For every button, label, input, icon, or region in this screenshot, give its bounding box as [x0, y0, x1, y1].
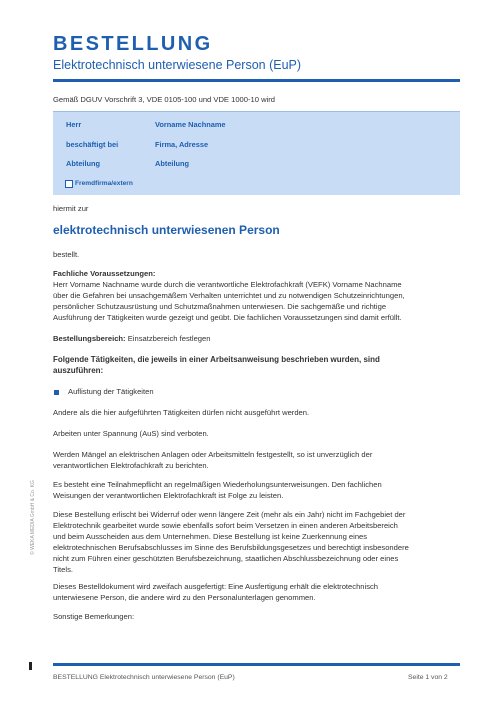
footer-rule: [53, 663, 460, 666]
paragraph-line: Weisungen der verantwortlichen Elektrofachkraft ist Folge zu leisten.: [53, 491, 284, 500]
header-rule: [53, 79, 460, 82]
document-subtitle: Elektrotechnisch unterwiesene Person (EuP): [53, 58, 302, 72]
taetigkeiten-heading: Folgende Tätigkeiten, die jeweils in einer Arbeitsanweisung beschrieben wurden, sind: [53, 355, 380, 364]
paragraph-line: elektrotechnischen Berufsabschlusses im Sinne des Berufsbildungsgesetzes und berechtigt insbesondere: [53, 543, 409, 552]
label-department: Abteilung: [66, 159, 101, 168]
fachliche-line: persönlicher Schutzausrüstung und Schutzmaßnahmen unterwiesen. Die sachgemäße und richtige: [53, 302, 387, 311]
paragraph-line: Elektrotechnik gearbeitet wurde sowie ebenfalls sofort beim Versetzen in einen anderen Arbeitsbereich: [53, 521, 398, 530]
paragraph-line: Titels.: [53, 565, 73, 574]
label-herr: Herr: [66, 120, 82, 129]
footer-title: BESTELLUNG Elektrotechnisch unterwiesene Person (EuP): [53, 674, 235, 681]
fachliche-line: Ausführung der Tätigkeiten wurde gezeigt und geübt. Die fachlichen Voraussetzungen sind damit erfüllt.: [53, 313, 402, 322]
paragraph: Andere als die hier aufgeführten Tätigkeiten dürfen nicht ausgeführt werden.: [53, 408, 310, 417]
bestellungsbereich-label: Bestellungsbereich:: [53, 334, 126, 343]
bullet-square-icon: [54, 390, 59, 395]
paragraph-line: unterwiesene Person, die andere wird zu den Personalunterlagen genommen.: [53, 593, 316, 602]
side-marker: [29, 662, 32, 670]
fachliche-title: Fachliche Voraussetzungen:: [53, 269, 156, 278]
external-checkbox[interactable]: [65, 180, 73, 188]
page-number: Seite 1 von 2: [408, 674, 448, 681]
document-title: BESTELLUNG: [53, 33, 213, 55]
taetigkeiten-heading: auszuführen:: [53, 366, 104, 375]
paragraph-line: und beim Ausscheiden aus dem Unternehmen. Diese Bestellung ist keine Zuerkennung eines: [53, 532, 368, 541]
remarks-label: Sonstige Bemerkungen:: [53, 612, 135, 621]
bestellungsbereich: [53, 334, 463, 345]
paragraph-line: Es besteht eine Teilnahmepflicht an regelmäßigen Wiederholungsunterweisungen. Den fachlichen: [53, 480, 382, 489]
fachliche-line: über die Gefahren bei unsachgemäßem Verhalten unterrichtet und zu notwendigen Schutzeinrichtungen,: [53, 291, 405, 300]
field-department[interactable]: Abteilung: [155, 159, 190, 168]
external-checkbox-label: Fremdfirma/extern: [75, 180, 133, 187]
field-name[interactable]: Vorname Nachname: [155, 120, 226, 129]
label-employed-at: beschäftigt bei: [66, 140, 119, 149]
bullet-item: Auflistung der Tätigkeiten: [68, 387, 154, 396]
hiermit-text: hiermit zur: [53, 204, 89, 213]
field-company[interactable]: Firma, Adresse: [155, 140, 209, 149]
main-heading: elektrotechnisch unterwiesenen Person: [53, 223, 280, 237]
paragraph-line: Dieses Bestelldokument wird zweifach ausgefertigt: Eine Ausfertigung erhält die elektrotechnisch: [53, 582, 379, 591]
side-copyright: © WEKA MEDIA GmbH & Co. KG: [30, 480, 36, 555]
intro-text: Gemäß DGUV Vorschrift 3, VDE 0105-100 und VDE 1000-10 wird: [53, 95, 276, 104]
paragraph-line: verantwortlichen Elektrofachkraft zu berichten.: [53, 461, 209, 470]
paragraph-line: nicht zum Führen einer geschützten Berufsbezeichnung, staatlichen Abschlussbezeichnung oder eines: [53, 554, 399, 563]
fachliche-line: Herr Vorname Nachname wurde durch die verantwortliche Elektrofachkraft (VEFK) Vorname Nachname: [53, 280, 402, 289]
paragraph-line: Diese Bestellung erlischt bei Widerruf oder wenn längere Zeit (mehr als ein Jahr) nicht im Fachgebiet der: [53, 510, 406, 519]
bestellt-text: bestellt.: [53, 250, 80, 259]
paragraph: Arbeiten unter Spannung (AuS) sind verboten.: [53, 429, 209, 438]
bestellungsbereich-value[interactable]: Einsatzbereich festlegen: [127, 334, 211, 343]
paragraph-line: Werden Mängel an elektrischen Anlagen oder Arbeitsmitteln festgestellt, so ist unverzüglich der: [53, 450, 373, 459]
